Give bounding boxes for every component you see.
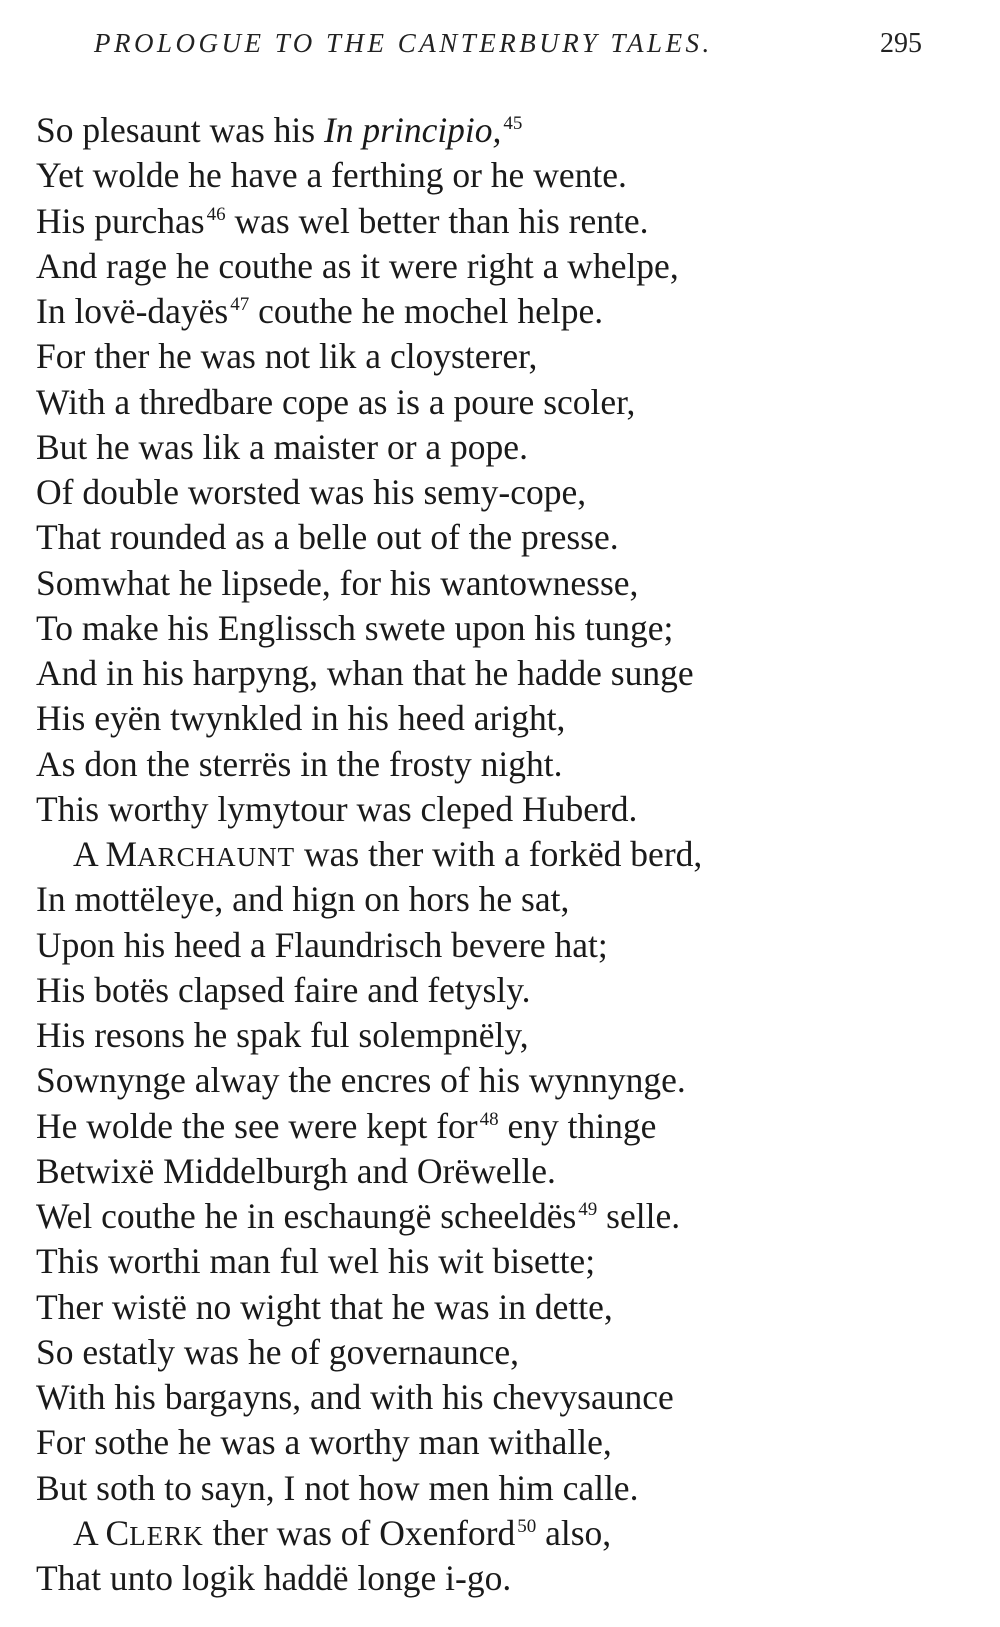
page-header <box>0 28 1000 68</box>
page-number: 295 <box>880 28 922 59</box>
verse-line: In lovë-dayës $^{47}$ couthe he mochel helpe. <box>36 291 604 331</box>
verse-line: His eyën twynkled in his heed aright, <box>36 698 566 739</box>
footnote-marker: 50 <box>517 1515 537 1537</box>
verse-line: So estatly was he of governaunce, <box>36 1331 520 1372</box>
verse-line: But soth to sayn, I not how men him calle. <box>36 1467 639 1508</box>
verse-line: For sothe he was a worthy man withalle, <box>36 1422 612 1463</box>
verse-line: And rage he couthe as it were right a whelpe, <box>36 245 679 286</box>
verse-line: Yet wolde he have a ferthing or he wente. <box>36 155 627 196</box>
verse-line: For ther he was not lik a cloysterer, <box>36 336 538 377</box>
verse-line: With a thredbare cope as is a poure scoler, <box>36 381 636 422</box>
verse-line: But he was lik a maister or a pope. <box>36 426 528 467</box>
running-title: PROLOGUE TO THE CANTERBURY TALES. <box>94 28 713 58</box>
verse-line: That rounded as a belle out of the presse. <box>36 517 619 558</box>
footnote-marker: 47 <box>230 294 250 315</box>
verse-line-stanza-start: A MARCHAUNT was ther with a forkëd berd, <box>73 834 703 874</box>
verse-line: Ther wistë no wight that he was in dette, <box>36 1286 613 1327</box>
small-caps-name: LERK <box>129 1520 204 1551</box>
verse-line: Wel couthe he in eschaungë scheeldës $^{49}$ selle. <box>36 1196 681 1236</box>
verse-line: His botës clapsed faire and fetysly. <box>36 969 531 1010</box>
poem-text <box>36 108 976 1601</box>
verse-line: In mottëleye, and hign on hors he sat, <box>36 879 570 920</box>
footnote-marker: 49 <box>578 1199 598 1220</box>
verse-line: To make his Englissch swete upon his tunge; <box>36 607 674 648</box>
verse-line: With his bargayns, and with his chevysaunce <box>36 1377 674 1417</box>
verse-line: Somwhat he lipsede, for his wantownesse, <box>36 562 639 603</box>
verse-line: Betwixë Middelburgh and Orëwelle. <box>36 1150 556 1191</box>
italic-phrase: In principio, <box>323 110 502 150</box>
footnote-marker: 46 <box>206 203 226 225</box>
footnote-marker: 45 <box>503 113 523 134</box>
small-caps-name: ARCHAUNT <box>137 842 296 872</box>
verse-line: His resons he spak ful solempnëly, <box>36 1015 529 1055</box>
verse-line: So plesaunt was his In principio, $^{45}$ <box>36 110 523 150</box>
verse-line: Upon his heed a Flaundrisch bevere hat; <box>36 924 608 965</box>
verse-line: And in his harpyng, whan that he hadde sunge <box>36 653 694 693</box>
verse-line: This worthi man ful wel his wit bisette; <box>36 1241 596 1282</box>
verse-line: This worthy lymytour was cleped Huberd. <box>36 788 638 829</box>
verse-line: Of double worsted was his semy-cope, <box>36 472 587 512</box>
verse-line: As don the sterrës in the frosty night. <box>36 743 563 784</box>
verse-line: Sownynge alway the encres of his wynnynge. <box>36 1060 686 1101</box>
verse-line: He wolde the see were kept for $^{48}$ eny thinge <box>36 1105 657 1146</box>
verse-line: His purchas $^{46}$ was wel better than his rente. <box>36 200 649 241</box>
footnote-marker: 48 <box>479 1108 499 1130</box>
verse-line-stanza-start: A CLERK ther was of Oxenford $^{50}$ also, <box>73 1512 612 1553</box>
verse-line: That unto logik haddë longe i-go. <box>36 1558 512 1598</box>
